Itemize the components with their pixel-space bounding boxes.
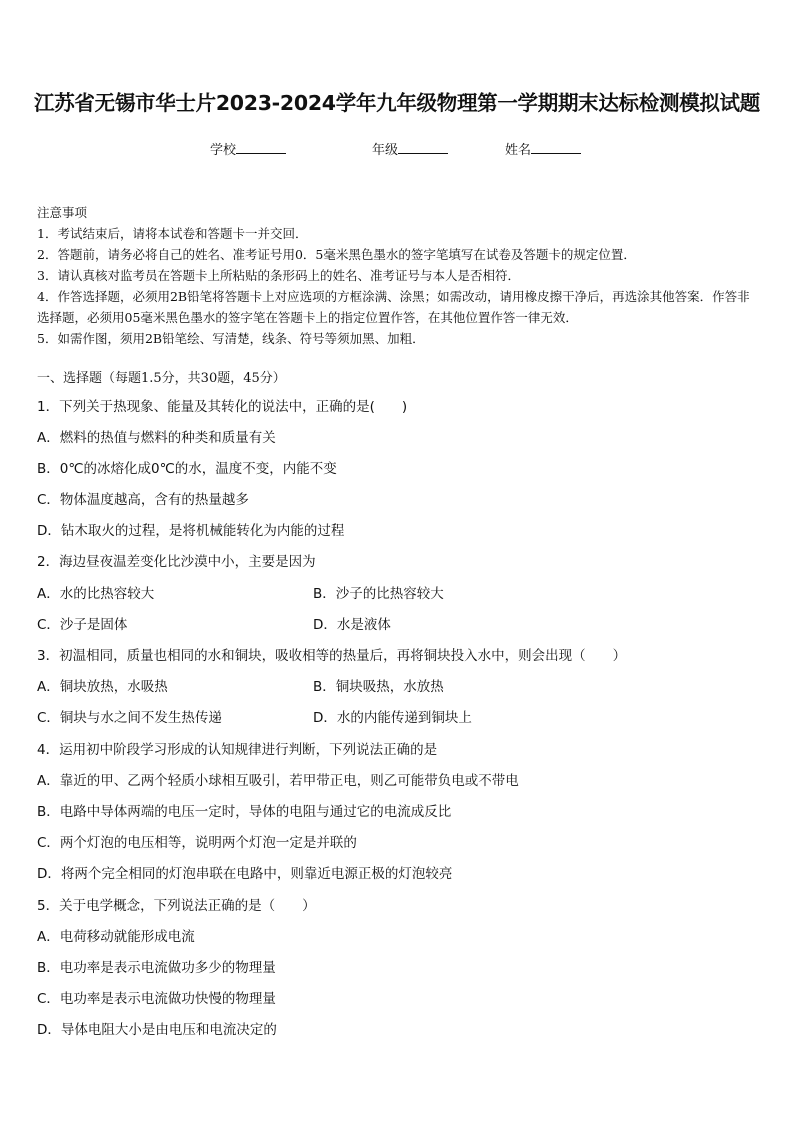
school-field — [210, 139, 286, 158]
note-item: 4．作答选择题，必须用2B铅笔将答题卡上对应选项的方框涂满、涂黑；如需改动，请用橡皮擦干净后，再选涂其他答案．作答非选择题，必须用05毫米黑色墨水的签字笔在答题卡上的指定位置作答，在其他位置作答一律无效． — [37, 289, 750, 325]
option: A．靠近的甲、乙两个轻质小球相互吸引，若甲带正电，则乙可能带负电或不带电 — [37, 773, 519, 789]
grade-field — [372, 139, 448, 158]
option: C．铜块与水之间不发生热传递 — [37, 710, 222, 726]
option: A．电荷移动就能形成电流 — [37, 929, 195, 945]
question-stem: 4．运用初中阶段学习形成的认知规律进行判断，下列说法正确的是 — [37, 742, 438, 758]
note-item: 1．考试结束后，请将本试卷和答题卡一并交回． — [37, 226, 308, 241]
note-item: 5．如需作图，须用2B铅笔绘、写清楚，线条、符号等须加黑、加粗． — [37, 331, 425, 346]
question-stem: 2．海边昼夜温差变化比沙漠中小，主要是因为 — [37, 554, 316, 570]
option: D．将两个完全相同的灯泡串联在电路中，则靠近电源正极的灯泡较亮 — [37, 866, 453, 882]
option: A．水的比热容较大 — [37, 586, 155, 602]
notes-heading: 注意事项 — [37, 205, 88, 220]
name-field — [505, 139, 581, 158]
grade-blank — [398, 141, 448, 154]
option: C．两个灯泡的电压相等，说明两个灯泡一定是并联的 — [37, 835, 357, 851]
question-stem: 3．初温相同，质量也相同的水和铜块，吸收相等的热量后，再将铜块投入水中，则会出现（ ） — [37, 648, 627, 664]
option: A．燃料的热值与燃料的种类和质量有关 — [37, 430, 276, 446]
option: D．水的内能传递到铜块上 — [313, 710, 472, 726]
question-stem: 1．下列关于热现象、能量及其转化的说法中，正确的是( ) — [37, 399, 408, 415]
option: B．铜块吸热，水放热 — [313, 679, 444, 695]
option: D．钻木取火的过程，是将机械能转化为内能的过程 — [37, 523, 345, 539]
option: C．沙子是固体 — [37, 617, 128, 633]
option: B．沙子的比热容较大 — [313, 586, 444, 602]
school-blank — [236, 141, 286, 154]
grade-label: 年级 — [372, 143, 399, 158]
note-item: 2．答题前，请务必将自己的姓名、准考证号用0．5毫米黑色墨水的签字笔填写在试卷及答题卡的规定位置． — [37, 247, 636, 262]
note-item: 3．请认真核对监考员在答题卡上所粘贴的条形码上的姓名、准考证号与本人是否相符． — [37, 268, 520, 283]
option: C．电功率是表示电流做功快慢的物理量 — [37, 991, 276, 1007]
name-label: 姓名 — [505, 143, 532, 158]
name-blank — [531, 141, 581, 154]
option: B．电路中导体两端的电压一定时，导体的电阻与通过它的电流成反比 — [37, 804, 452, 820]
option: D．导体电阻大小是由电压和电流决定的 — [37, 1022, 277, 1038]
question-stem: 5．关于电学概念，下列说法正确的是（ ） — [37, 898, 316, 914]
section-title: 一、选择题（每题1.5分，共30题，45分） — [37, 371, 286, 386]
exam-title: 江苏省无锡市华士片2023-2024学年九年级物理第一学期期末达标检测模拟试题 — [34, 91, 760, 115]
option: C．物体温度越高，含有的热量越多 — [37, 492, 249, 508]
option: A．铜块放热，水吸热 — [37, 679, 168, 695]
option: D．水是液体 — [313, 617, 391, 633]
school-label: 学校 — [210, 143, 237, 158]
notes-block — [37, 202, 759, 349]
option: B．0℃的冰熔化成0℃的水，温度不变，内能不变 — [37, 461, 337, 477]
option: B．电功率是表示电流做功多少的物理量 — [37, 960, 276, 976]
